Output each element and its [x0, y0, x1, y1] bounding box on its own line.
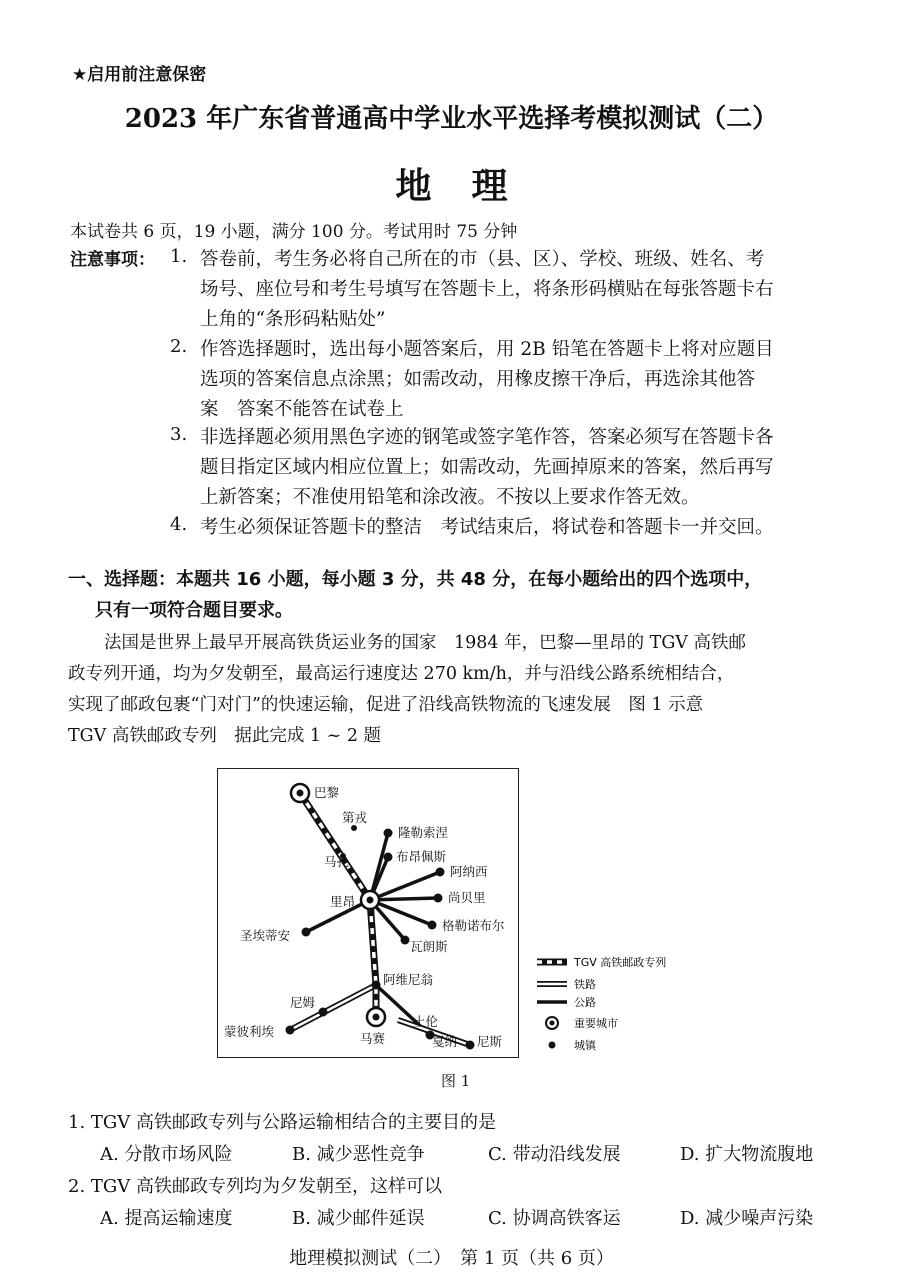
montpellier-marker [286, 1026, 295, 1035]
label-cannes: 戛纳 [432, 1034, 458, 1049]
lons-marker [384, 829, 393, 838]
notice-2-number: 2. [170, 336, 188, 357]
question-2-stem: 2. TGV 高铁邮政专列均为夕发朝至，这样可以 [68, 1176, 442, 1197]
label-marseille: 马赛 [360, 1031, 386, 1046]
label-annecy: 阿纳西 [450, 864, 488, 879]
label-lons: 隆勒索涅 [398, 825, 449, 840]
st-etienne-marker [302, 928, 311, 937]
subject-title: 地理 [395, 166, 548, 207]
label-paris: 巴黎 [314, 785, 340, 800]
avignon-marker [372, 981, 381, 990]
question-1-option-b: B. 减少恶性竞争 [292, 1144, 425, 1165]
notice-3-number: 3. [170, 424, 188, 445]
notice-3-line-2: 题目指定区域内相应位置上；如需改动，先画掉原来的答案，然后再写 [200, 457, 774, 478]
annecy-marker [436, 868, 445, 877]
notice-1-line-2: 场号、座位号和考生号填写在答题卡上，将条形码横贴在每张答题卡右 [200, 279, 774, 300]
legend-major-city: 重要城市 [574, 1017, 618, 1030]
notice-3-line-3: 上新答案；不准使用铅笔和涂改液。不按以上要求作答无效。 [200, 487, 700, 508]
confidential-label: ★启用前注意保密 [72, 65, 207, 85]
notice-3-line-1: 非选择题必须用黑色字迹的钢笔或签字笔作答，答案必须写在答题卡各 [200, 427, 774, 448]
label-nimes: 尼姆 [290, 995, 316, 1010]
bourg-marker [384, 853, 393, 862]
figure-caption: 图 1 [441, 1072, 471, 1090]
section-1-heading-line-2: 只有一项符合题目要求。 [95, 600, 293, 621]
legend-town: 城镇 [574, 1039, 596, 1052]
legend-rail: 铁路 [574, 978, 596, 991]
question-2-option-d: D. 减少噪声污染 [680, 1208, 814, 1229]
question-1-option-a: A. 分散市场风险 [100, 1144, 233, 1165]
question-1-option-c: C. 带动沿线发展 [488, 1144, 621, 1165]
label-toulon: 土伦 [413, 1014, 439, 1029]
passage-line-3: 实现了邮政包裹“门对门”的快速运输，促进了沿线高铁物流的飞速发展 图 1 示意 [68, 695, 704, 715]
page-footer: 地理模拟测试（二） 第 1 页（共 6 页） [289, 1248, 614, 1269]
question-1-option-d: D. 扩大物流腹地 [680, 1144, 814, 1165]
passage-line-1: 法国是世界上最早开展高铁货运业务的国家 1984 年，巴黎—里昂的 TGV 高铁邮 [104, 633, 747, 653]
label-macon: 马孔 [324, 854, 350, 869]
chambery-marker [434, 894, 443, 903]
map-legend [537, 955, 666, 1052]
legend-tgv: TGV 高铁邮政专列 [574, 956, 667, 969]
valence-marker [401, 936, 410, 945]
question-1-stem: 1. TGV 高铁邮政专列与公路运输相结合的主要目的是 [68, 1112, 496, 1133]
label-st-etienne: 圣埃蒂安 [240, 928, 291, 943]
exam-intro: 本试卷共 6 页，19 小题，满分 100 分。考试用时 75 分钟 [70, 222, 518, 242]
label-lyon: 里昂 [330, 894, 356, 909]
question-2-option-a: A. 提高运输速度 [100, 1208, 233, 1229]
nimes-marker [319, 1008, 328, 1017]
label-avignon: 阿维尼翁 [383, 972, 434, 987]
label-montpellier: 蒙彼利埃 [224, 1024, 275, 1039]
notice-4-line-1: 考生必须保证答题卡的整洁 考试结束后，将试卷和答题卡一并交回。 [200, 517, 774, 538]
notice-2-line-3: 案 答案不能答在试卷上 [200, 399, 404, 420]
dijon-marker [351, 825, 357, 831]
notice-4-number: 4. [170, 514, 188, 535]
question-2-option-c: C. 协调高铁客运 [488, 1208, 621, 1229]
label-nice: 尼斯 [477, 1034, 503, 1049]
label-grenoble: 格勒诺布尔 [442, 918, 505, 933]
notice-1-line-3: 上角的“条形码粘贴处” [200, 309, 386, 330]
notice-2-line-1: 作答选择题时，选出每小题答案后，用 2B 铅笔在答题卡上将对应题目 [200, 339, 774, 360]
nice-marker [466, 1041, 475, 1050]
label-bourg: 布昂佩斯 [396, 849, 447, 864]
label-dijon: 第戎 [342, 810, 368, 825]
label-valence: 瓦朗斯 [410, 939, 448, 954]
passage-line-2: 政专列开通，均为夕发朝至，最高运行速度达 270 km/h，并与沿线公路系统相结合， [68, 664, 735, 684]
exam-title: 2023 年广东省普通高中学业水平选择考模拟测试（二） [124, 104, 779, 134]
grenoble-marker [428, 921, 437, 930]
passage-line-4: TGV 高铁邮政专列 据此完成 1 ~ 2 题 [68, 726, 382, 746]
question-2-option-b: B. 减少邮件延误 [292, 1208, 425, 1229]
section-1-heading: 一、选择题：本题共 16 小题，每小题 3 分，共 48 分，在每小题给出的四个选项中， [68, 569, 763, 590]
legend-road: 公路 [574, 996, 596, 1009]
notice-heading: 注意事项： [70, 250, 155, 270]
label-chambery: 尚贝里 [448, 890, 486, 905]
notice-2-line-2: 选项的答案信息点涂黑；如需改动，用橡皮擦干净后，再选涂其他答 [200, 369, 756, 390]
notice-1-line-1: 答卷前，考生务必将自己所在的市（县、区）、学校、班级、姓名、考 [200, 249, 765, 270]
notice-1-number: 1. [170, 246, 188, 267]
